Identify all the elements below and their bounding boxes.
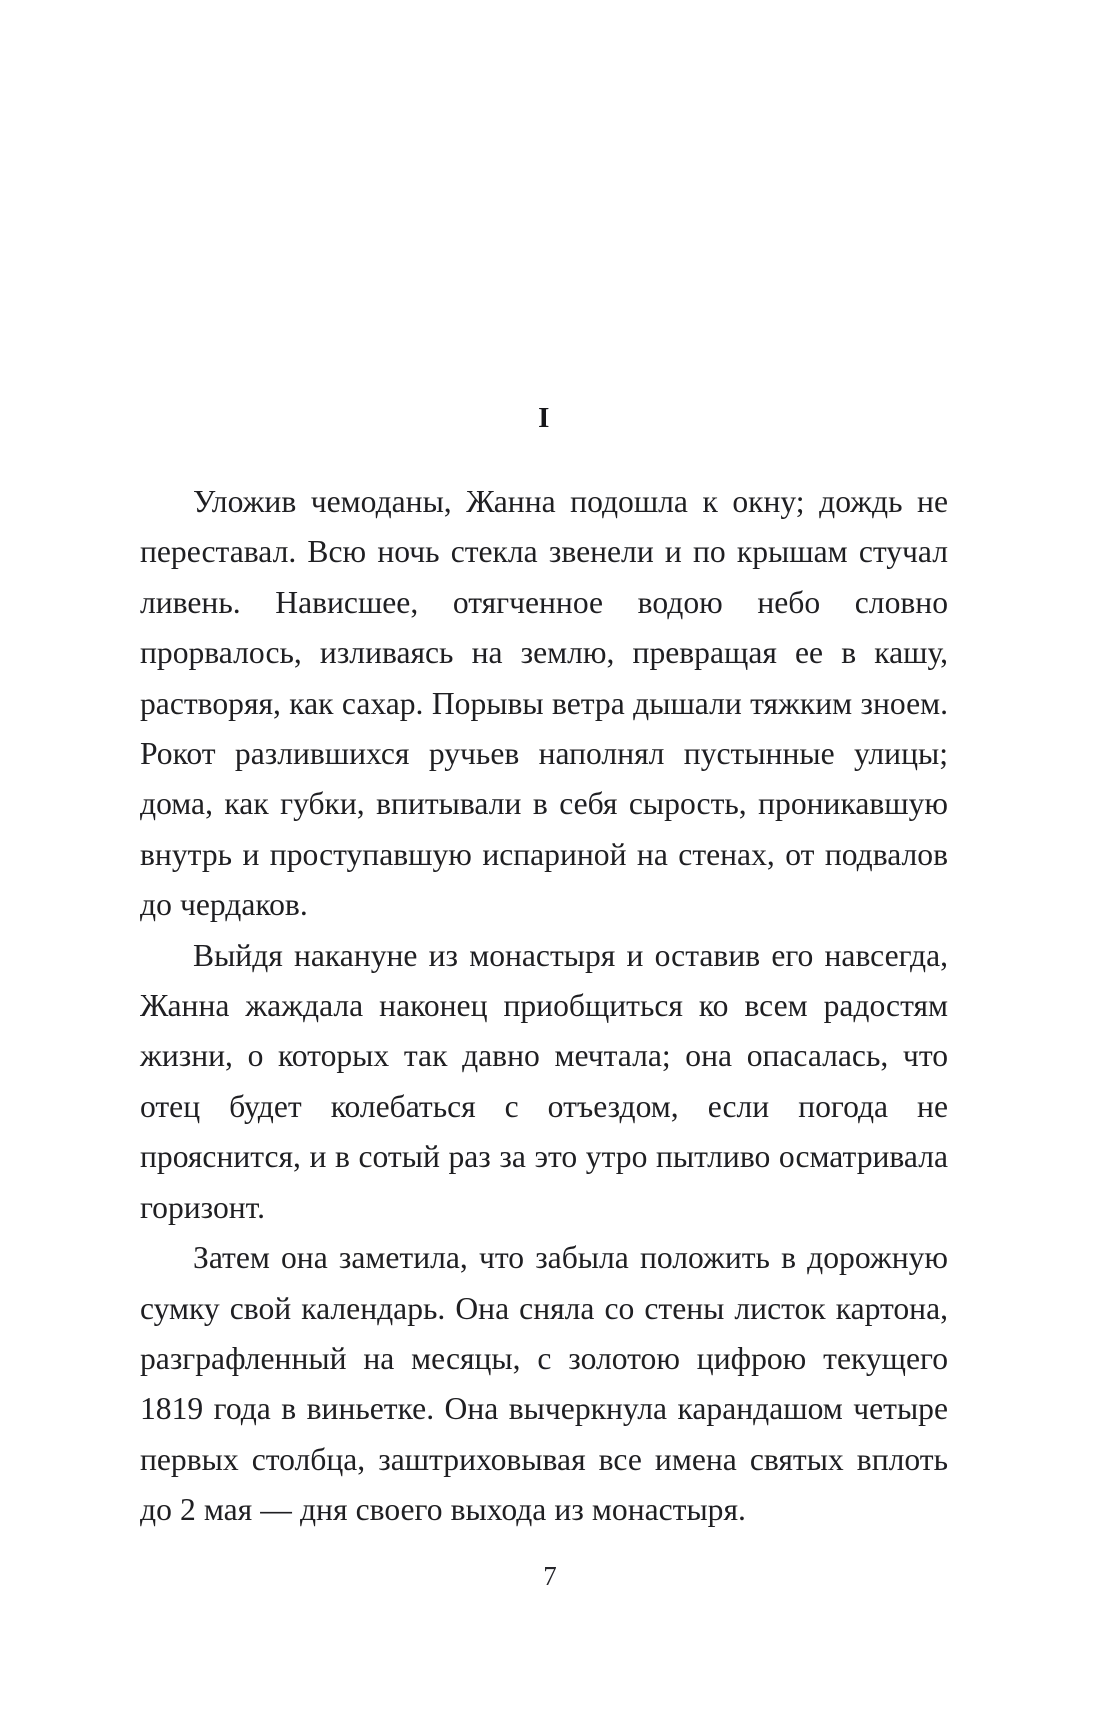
text-column: [140, 404, 948, 1536]
paragraph: Уложив чемоданы, Жанна подошла к окну; дождь не переставал. Всю ночь стекла звенели и по крышам стучал ливень. Нависшее, отягченное водою небо словно прорвалось, изливаясь на землю, превращая ее в кашу, растворяя, как сахар. Порывы ветра дышали тяжким зноем. Рокот разлившихся ручьев наполнял пустынные улицы; дома, как губки, впитывали в себя сырость, проникавшую внутрь и проступавшую испариной на стенах, от подвалов до чердаков.: [140, 484, 948, 923]
chapter-number: I: [538, 402, 550, 434]
paragraph: Выйдя накануне из монастыря и оставив его навсегда, Жанна жаждала наконец приобщиться ко всем радостям жизни, о которых так давно мечтала; она опасалась, что отец будет колебаться с отъездом, если погода не прояснится, и в сотый раз за это утро пытливо осматривала горизонт.: [140, 937, 948, 1225]
paragraph: Затем она заметила, что забыла положить в дорожную сумку свой календарь. Она сняла со стены листок картона, разграфленный на месяцы, с золотою цифрою текущего 1819 года в виньетке. Она вычеркнула карандашом четыре первых столбца, заштриховывая все имена святых вплоть до 2 мая — дня своего выхода из монастыря.: [140, 1240, 948, 1528]
page-number: 7: [543, 1561, 557, 1591]
body-text: [140, 477, 948, 1536]
